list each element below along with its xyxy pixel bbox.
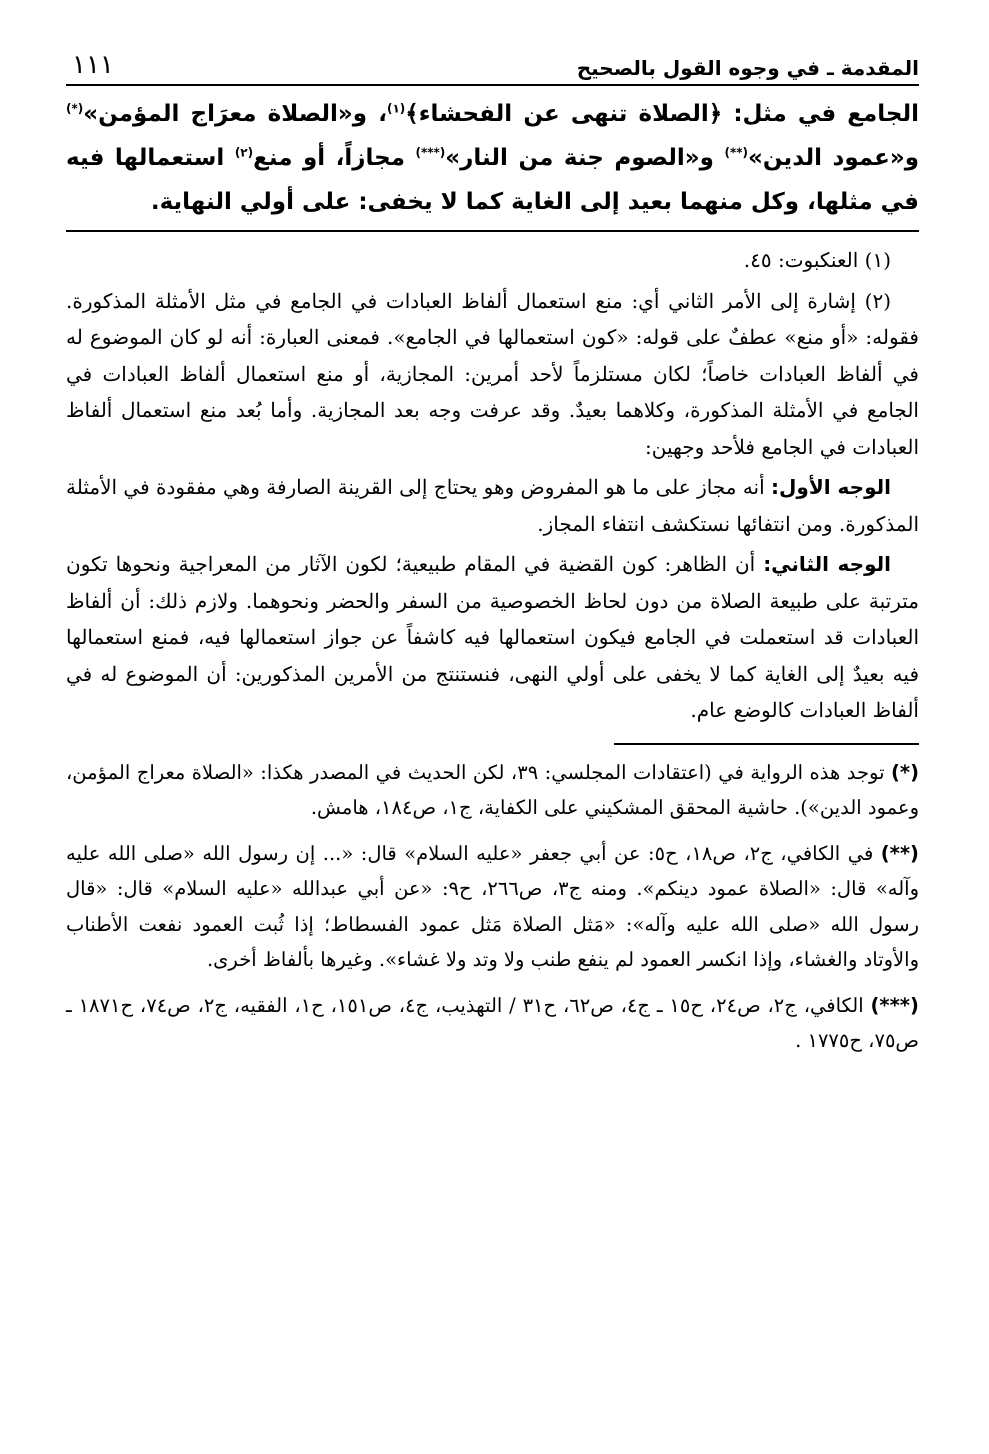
footnote-label: الوجه الثاني: (763, 552, 891, 576)
note-body: الكافي، ج٢، ص٢٤، ح١٥ ـ ج٤، ص٦٢، ح٣١ / التهذيب، ج٤، ص١٥١، ح١، الفقيه، ج٢، ص٧٤، ح١٨٧١ ـ ص٧٥، ح١٧٧٥ . (66, 993, 919, 1052)
main-text-part: الجامع في مثل: ﴿الصلاة تنهى عن الفحشاء﴾ (405, 101, 919, 127)
note-star-3 (66, 988, 919, 1059)
footnote-1: (١) العنكبوت: ٤٥. (743, 248, 891, 272)
main-text (66, 92, 919, 224)
note-star-1 (66, 755, 919, 826)
footnote-ref: (١) (386, 101, 406, 116)
footnote-label: الوجه الأول: (771, 475, 891, 499)
main-text-part: ، و«الصلاة معرَاج المؤمن» (83, 101, 387, 127)
note-ref: (**) (724, 145, 748, 160)
main-text-part: مجازاً، أو منع (253, 145, 416, 171)
footnote-body: أنه مجاز على ما هو المفروض وهو يحتاج إلى القرينة الصارفة وهي مفقودة في الأمثلة المذكورة. ومن انتفائها نستكشف انتفاء المجاز. (65, 475, 919, 536)
note-body: في الكافي، ج٢، ص١٨، ح٥: عن أبي جعفر «عليه السلام» قال: «... إن رسول الله «صلى الله عليه وآله» قال: «الصلاة عمود دينكم». ومنه ج٣، ص٢٦٦، ح٩: «عن أبي عبدالله «عليه السلام» قال: «قال رسول الله «صلى الله عليه وآله»: «مَثل الصلاة مَثل عمود الفسطاط؛ إذا ثُبت العمود نفعت الأطناب والأوتاد والغشاء، وإذا انكسر العمود لم ينفع طنب ولا وتد ولا غشاء». وغيرها بألفاظ أخرى. (66, 841, 919, 971)
main-text-part: استعمالها فيه في مثلها، وكل منهما بعيد إلى الغاية كما لا يخفى: على أولي النهاية. (66, 145, 919, 215)
footnote-ref: (٢) (234, 145, 254, 160)
footnote-first-aspect (66, 469, 919, 542)
note-marker: (***) (870, 993, 919, 1017)
header-rule (66, 84, 919, 86)
note-ref: (***) (415, 145, 446, 160)
note-star-2 (66, 836, 919, 978)
main-text-part: و«عمود الدين» (748, 145, 920, 171)
running-title: المقدمة ـ في وجوه القول بالصحيح (576, 56, 919, 80)
running-header (66, 40, 919, 80)
footnote-2: (٢) إشارة إلى الأمر الثاني أي: منع استعمال ألفاظ العبادات في الجامع في مثل الأمثلة المذكورة. فقوله: «أو منع» عطفٌ على قوله: «كون استعمالها في الجامع». فمعنى العبارة: أنه لو كان الموضوع له في ألفاظ العبادات خاصاً؛ لكان مستلزماً لأحد أمرين: المجازية، أو منع استعمال ألفاظ العبادات في الجامع في الأمثلة المذكورة، وكلاهما بعيدٌ. وقد عرفت وجه بعد المجازية. وأما بُعد منع استعمال ألفاظ العبادات في الجامع فلأحد وجهين: (66, 288, 919, 459)
footnote-second-aspect (66, 546, 919, 729)
note-marker: (**) (880, 841, 919, 865)
footnote-body: أن الظاهر: كون القضية في المقام طبيعية؛ لكون الآثار من المعراجية ونحوها تكون مترتبة على طبيعة الصلاة من دون لحاظ الخصوصية من السفر والحضر ونحوهما. ولازم ذلك: أن ألفاظ العبادات قد استعملت في الجامع فيكون استعمالها فيه كاشفاً عن جواز استعمالها فيه، فمنع استعمالها فيه بعيدٌ إلى الغاية كما لا يخفى على أولي النهى، فنستنتج من الأمرين المذكورين: أن الموضوع له في ألفاظ العبادات كالوضع عام. (66, 552, 920, 722)
notes-separator (614, 743, 919, 745)
note-ref: (*) (66, 101, 84, 116)
page-number: ١١١ (72, 50, 114, 80)
note-body: توجد هذه الرواية في (اعتقادات المجلسي: ٣٩، لكن الحديث في المصدر هكذا: «الصلاة معراج المؤمن، وعمود الدين»). حاشية المحقق المشكيني على الكفاية، ج١، ص١٨٤، هامش. (66, 760, 919, 819)
main-text-part: و«الصوم جنة من النار» (445, 145, 725, 171)
note-marker: (*) (890, 760, 919, 784)
main-footnote-separator (66, 230, 919, 232)
